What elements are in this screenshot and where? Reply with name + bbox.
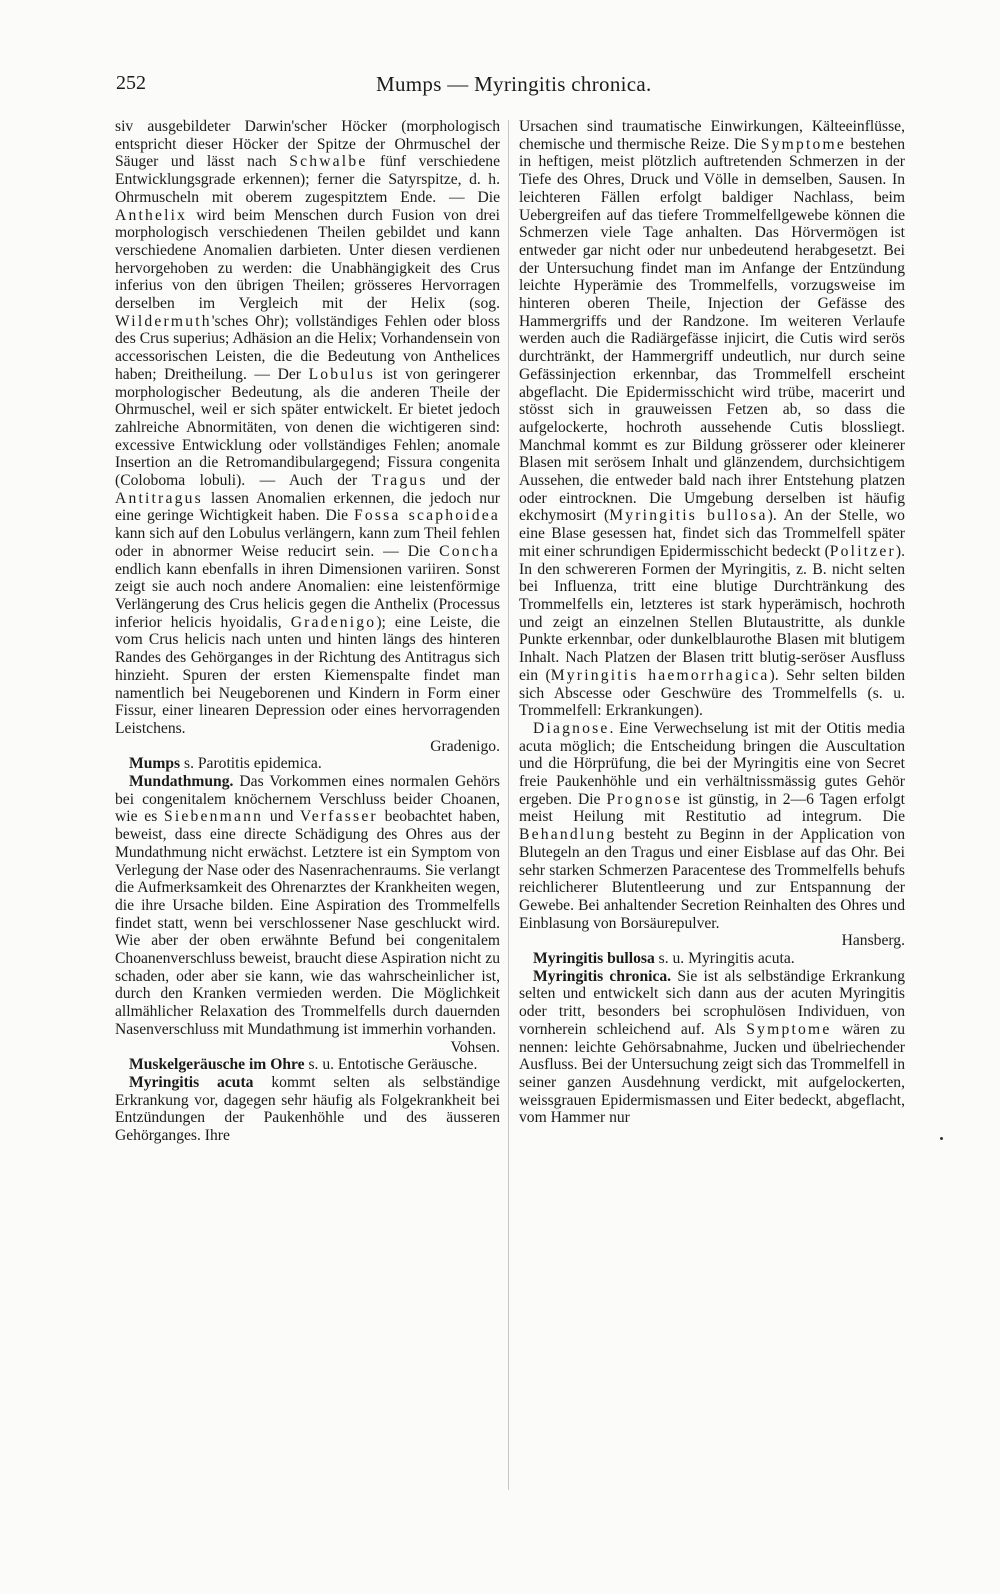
text-run: endlich kann ebenfalls in ihren Dimensionen variiren. Sonst zeigt sie auch noch andere Anomalien: eine leistenförmige Verlängerung des Crus helicis gegen die Anthelix (Processus inferior helicis hyoidalis, — [115, 560, 500, 631]
author-name: Verfasser — [300, 808, 378, 826]
term-prognose: Prognose — [606, 790, 683, 808]
text-run: ). Sehr selten bilden sich Abscesse oder Geschwüre des Trommelfells (s. u. Trommelfell: Erkrankungen). — [519, 666, 905, 720]
text-run: 'sches Ohr); vollständiges Fehlen oder bloss des Crus superius; Adhäsion an die Helix; Vorhandensein von accessorischen Leisten, die die Bedeutung von Anthelices haben; Dreitheilung. — Der — [115, 312, 500, 383]
page-header — [0, 72, 1000, 102]
paragraph-diagnose — [519, 720, 905, 950]
text-run: wird beim Menschen durch Fusion von drei morphologisch verschiedenen Theilen gebildet und kann verschiedene Anomalien darbieten. Unter diesen verdienen hervorgehoben zu werden: die Unabhängigkeit des Crus inferius von den übrigen Theilen; grösseres Hervorragen derselben im Vergleich mit der Helix (sog. — [115, 206, 500, 313]
text-run: siv ausgebildeter Darwin'scher Höcker (morphologisch entspricht dieser Höcker der Spitze der Ohrmuschel der Säuger und lässt nach — [115, 118, 500, 171]
author-name: Schwalbe — [289, 153, 368, 171]
running-title: Mumps — Myringitis chronica. — [376, 72, 652, 96]
author-signature: Hansberg. — [841, 932, 905, 950]
text-run: besteht zu Beginn in der Application von Blutegeln an den Tragus und einer Eisblase auf das Ohr. Bei sehr starken Schmerzen Paracentese des Trommelfells behufs reichlicherer Blutentleerung und zur Entspannung der Gewebe. Bei anhaltender Secretion Reinhalten des Ohres und Einblasung von Borsäurepulver. — [519, 826, 905, 932]
entry-mumps — [115, 755, 500, 773]
paragraph-myringitis-acuta-cont — [519, 118, 905, 720]
left-column — [115, 118, 500, 1145]
text-run: ist günstig, in 2—6 Tagen erfolgt meist Heilung mit Restitutio ad integrum. Die — [519, 790, 905, 826]
text-run: Ursachen sind traumatische Einwirkungen, Kälteeinflüsse, chemische und thermische Reize. Die — [519, 118, 905, 153]
text-run: s. u. Entotische Geräusche. — [304, 1056, 478, 1074]
entry-headword: Mundathmung. — [129, 773, 234, 791]
entry-myringitis-chronica — [519, 968, 905, 1127]
term-symptome: Symptome — [746, 1020, 832, 1038]
text-run: . Eine Verwechselung ist mit der Otitis media acuta möglich; die Entscheidung bringen die Auscultation und die Hörprüfung, die bei der Myringitis eine von Secret freie Paukenhöhle und ein verhältnissmässig gutes Gehör ergeben. Die — [519, 719, 905, 808]
text-run: ). In den schwereren Formen der Myringitis, z. B. nicht selten bei Influenza, tritt eine blutige Durchtränkung des Trommelfells ein, letzteres ist stark hyperämisch, hochroth und zeigt an einzelnen Stellen Blutaustritte, als dunkle Punkte erkennbar, oder dunkelblaurothe Blasen mit blutigem Inhalt. Nach Platzen der Blasen tritt blutig-seröser Ausfluss ein ( — [519, 542, 905, 684]
author-signature: Gradenigo. — [430, 737, 500, 755]
text-run: s. u. Myringitis acuta. — [654, 950, 795, 968]
term-anthelix: Anthelix — [115, 206, 188, 224]
text-run: s. Parotitis epidemica. — [180, 755, 322, 773]
term-symptome: Symptome — [760, 135, 846, 153]
term-fossa-scaphoidea: Fossa scaphoidea — [354, 507, 501, 525]
text-run: fünf verschiedene Entwicklungsgrade erkennen); ferner die Satyrspitze, d. h. Ohrmuscheln mit oberem zugespitztem Ende. — Die — [115, 153, 500, 206]
term-lobulus: Lobulus — [308, 365, 376, 383]
entry-headword: Myringitis acuta — [129, 1073, 254, 1091]
right-column — [519, 118, 905, 1127]
text-run: wären zu nennen: leichte Gehörsabnahme, Jucken und übelriechender Ausfluss. Bei der Untersuchung zeigt sich das Trommelfell in seiner ganzen Ausdehnung verdickt, mit aufgelockerten, weissgrauen Epidermismassen und Eiter bedeckt, abgeflacht, vom Hammer nur — [519, 1020, 906, 1127]
term-behandlung: Behandlung — [519, 826, 617, 844]
term-myringitis-haemorrhagica: Myringitis haemorrhagica — [550, 666, 770, 684]
author-name: Gradenigo — [290, 613, 377, 631]
page-number: 252 — [116, 72, 146, 94]
entry-myringitis-bullosa — [519, 950, 905, 968]
text-run: und der — [427, 472, 500, 490]
text-run: ist von geringerer morphologischer Bedeutung, als die anderen Theile der Ohrmuschel, weil er sich später entwickelt. Er bietet jedoch zahlreiche Abnormitäten, von denen die wichtigeren sind: excessive Entwicklung oder vollständiges Fehlen; anomale Insertion an die Retromandibulargegend; Fissura congenita (Coloboma lobuli). — Auch der — [115, 365, 500, 490]
column-rule — [508, 120, 509, 1490]
term-diagnose: Diagnose — [533, 719, 610, 737]
entry-headword: Myringitis bullosa — [533, 950, 655, 968]
entry-headword: Myringitis chronica. — [533, 967, 672, 985]
text-run: beobachtet haben, beweist, dass eine directe Schädigung des Ohres aus der Mundathmung nicht erwächst. Letztere ist ein Symptom von Verlegung der Nase oder des Nasenrachenraums. Sie verlangt die Aufmerksamkeit des Ohrenarztes der Krankheiten wegen, die ihre Ursache bilden. Eine Aspiration des Trommelfells findet statt, wenn bei verschlossener Nase geschluckt wird. Wie aber der oben erwähnte Befund bei congenitalem Choanenverschluss beweist, braucht diese Aspiration nicht zu schaden, oder aber sie kann, wie das wahrscheinlicher ist, durch den Kranken vermieden werden. Die Möglichkeit allmählicher Relaxation des Trommelfells durch dauernden Nasenverschluss mit Mundathmung ist immerhin vorhanden. — [115, 808, 501, 1038]
text-run: und — [263, 808, 301, 826]
entry-mundathmung — [115, 773, 500, 1056]
entry-headword: Muskelgeräusche im Ohre — [129, 1056, 305, 1074]
entry-myringitis-acuta — [115, 1074, 500, 1145]
margin-speck — [940, 1137, 943, 1140]
term-concha: Concha — [439, 542, 500, 560]
text-run: ). An der Stelle, wo eine Blase gesessen hat, findet sich das Trommelfell später mit einer schrundigen Epidermisschicht bedeckt ( — [519, 507, 905, 560]
term-tragus: Tragus — [371, 472, 428, 490]
text-run: bestehen in heftigen, meist plötzlich auftretenden Schmerzen in der Tiefe des Ohres, Druck und Völle in demselben, Sausen. In leichteren Fällen erfolgt baldiger Nachlass, beim Uebergreifen auf das tiefere Trommelfellgewebe können die Schmerzen viele Tage anhalten. Das Hörvermögen ist entweder gar nicht oder nur unbedeutend herabgesetzt. Bei der Untersuchung findet man im Anfange der Entzündung leichte Hyperämie des Trommelfells, vorzugsweise im hinteren oberen Theile, Injection der Gefässe des Hammergriffs und der Randzone. Im weiteren Verlaufe werden auch die Radiärgefässe injicirt, die Cutis wird serös durchtränkt, der Hammergriff undeutlich, nur durch seine Gefässinjection erkennbar, das Trommelfell erscheint abgeflacht. Die Epidermisschicht wird trübe, macerirt und stösst sich in grauweissen Fetzen ab, so dass die aufgelockerte, hochroth aussehende Cutis blossliegt. Manchmal kommt es zur Bildung grösserer oder kleinerer Blasen mit serösem Inhalt und glänzendem, durchsichtigem Aussehen, die entweder bald nach ihrer Entstehung platzen oder eintrocknen. Die Umgebung derselben ist häufig ekchymosirt ( — [519, 135, 905, 525]
text-run: lassen Anomalien erkennen, die jedoch nur eine geringe Wichtigkeit haben. Die — [115, 489, 500, 525]
term-myringitis-bullosa: Myringitis bullosa — [609, 507, 768, 525]
author-name: Wildermuth — [115, 312, 212, 330]
text-run: ); eine Leiste, die vom Crus helicis nach unten und hinten längs des hinteren Randes des Gehörganges in der Richtung des Antitragus sich hinzieht. Spuren der ersten Kiemenspalte findet man namentlich bei Neugeborenen und Kindern in Form einer Fissur, einer linearen Depression oder eines hervorragenden Leistchens. — [115, 613, 501, 737]
term-antitragus: Antitragus — [115, 489, 203, 507]
text-run: Sie ist als selbständige Erkrankung selten und entwickelt sich dann aus der acuten Myringitis oder tritt, besonders bei scrophulösen Individuen, von vornherein schleichend auf. Als — [519, 967, 905, 1038]
paragraph-auricle-anomalies — [115, 118, 500, 755]
author-name: Siebenmann — [164, 808, 264, 826]
text-run: kann sich auf den Lobulus verlängern, kann zum Theil fehlen oder in abnormer Weise reducirt sein. — Die — [115, 525, 500, 560]
entry-headword: Mumps — [129, 755, 181, 773]
entry-muskelgeraeusche — [115, 1056, 500, 1074]
author-signature: Vohsen. — [450, 1038, 500, 1056]
text-run: Das Vorkommen eines normalen Gehörs bei congenitalem knöchernem Verschluss beider Choanen, wie es — [115, 773, 500, 826]
author-name: Politzer — [829, 542, 896, 560]
text-run: kommt selten als selbständige Erkrankung vor, dagegen sehr häufig als Folgekrankheit bei Entzündungen der Paukenhöhle und des äusseren Gehörganges. Ihre — [115, 1073, 500, 1145]
